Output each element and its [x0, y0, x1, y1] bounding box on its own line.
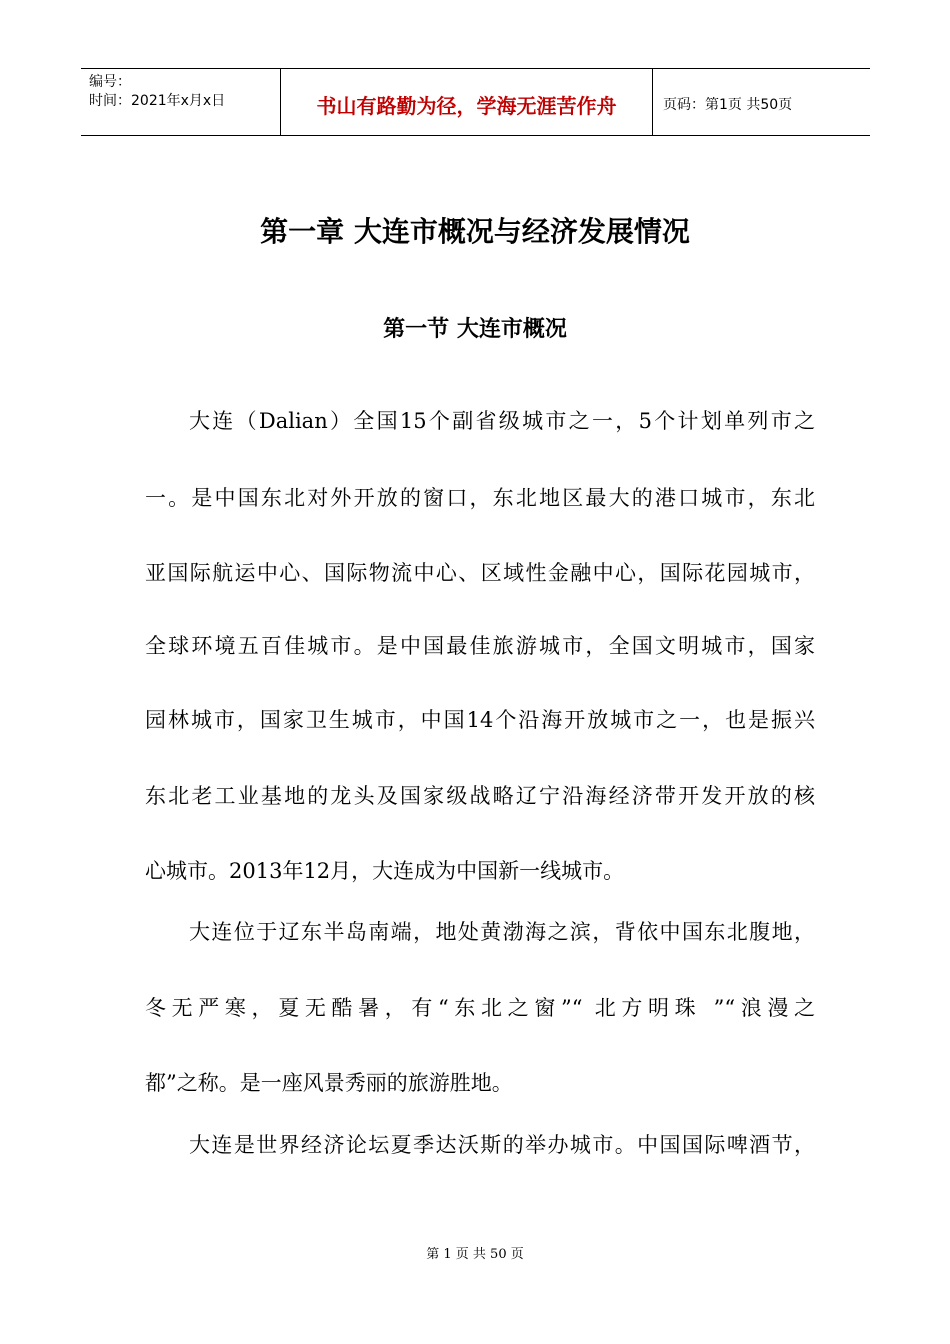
- body-line: 都”之称。是一座风景秀丽的旅游胜地。: [145, 1071, 513, 1095]
- page-footer: 第 1 页 共 50 页: [426, 1247, 524, 1262]
- body-line: 大连位于辽东半岛南端，地处黄渤海之滨，背依中国东北腹地，: [189, 920, 815, 944]
- body-line: 一。是中国东北对外开放的窗口，东北地区最大的港口城市，东北: [145, 486, 815, 510]
- body-line: 心城市。2013年12月，大连成为中国新一线城市。: [145, 859, 625, 883]
- time-label: 时间：2021年x月x日: [89, 93, 226, 109]
- header-meta: [81, 69, 281, 135]
- body-line: 东北老工业基地的龙头及国家级战略辽宁沿海经济带开发开放的核: [145, 784, 815, 808]
- body-line: 大连（Dalian）全国15个副省级城市之一，5个计划单列市之: [189, 409, 815, 433]
- number-label: 编号：: [89, 74, 131, 90]
- body-line: 冬无严寒，夏无酷暑，有“东北之窗”“ 北方明珠 ”“浪漫之: [145, 996, 815, 1020]
- section-title: 第一节 大连市概况: [383, 317, 567, 342]
- header-motto: 书山有路勤为径，学海无涯苦作舟: [281, 69, 653, 135]
- header-page-info: 页码：第1页 共50页: [663, 97, 793, 113]
- body-line: 园林城市，国家卫生城市，中国14个沿海开放城市之一，也是振兴: [145, 708, 815, 732]
- body-line: 大连是世界经济论坛夏季达沃斯的举办城市。中国国际啤酒节，: [189, 1133, 815, 1157]
- body-line: 全球环境五百佳城市。是中国最佳旅游城市，全国文明城市，国家: [145, 634, 815, 658]
- body-line: 亚国际航运中心、国际物流中心、区域性金融中心，国际花园城市，: [145, 561, 815, 585]
- document-header: [81, 68, 870, 136]
- chapter-title: 第一章 大连市概况与经济发展情况: [260, 215, 690, 248]
